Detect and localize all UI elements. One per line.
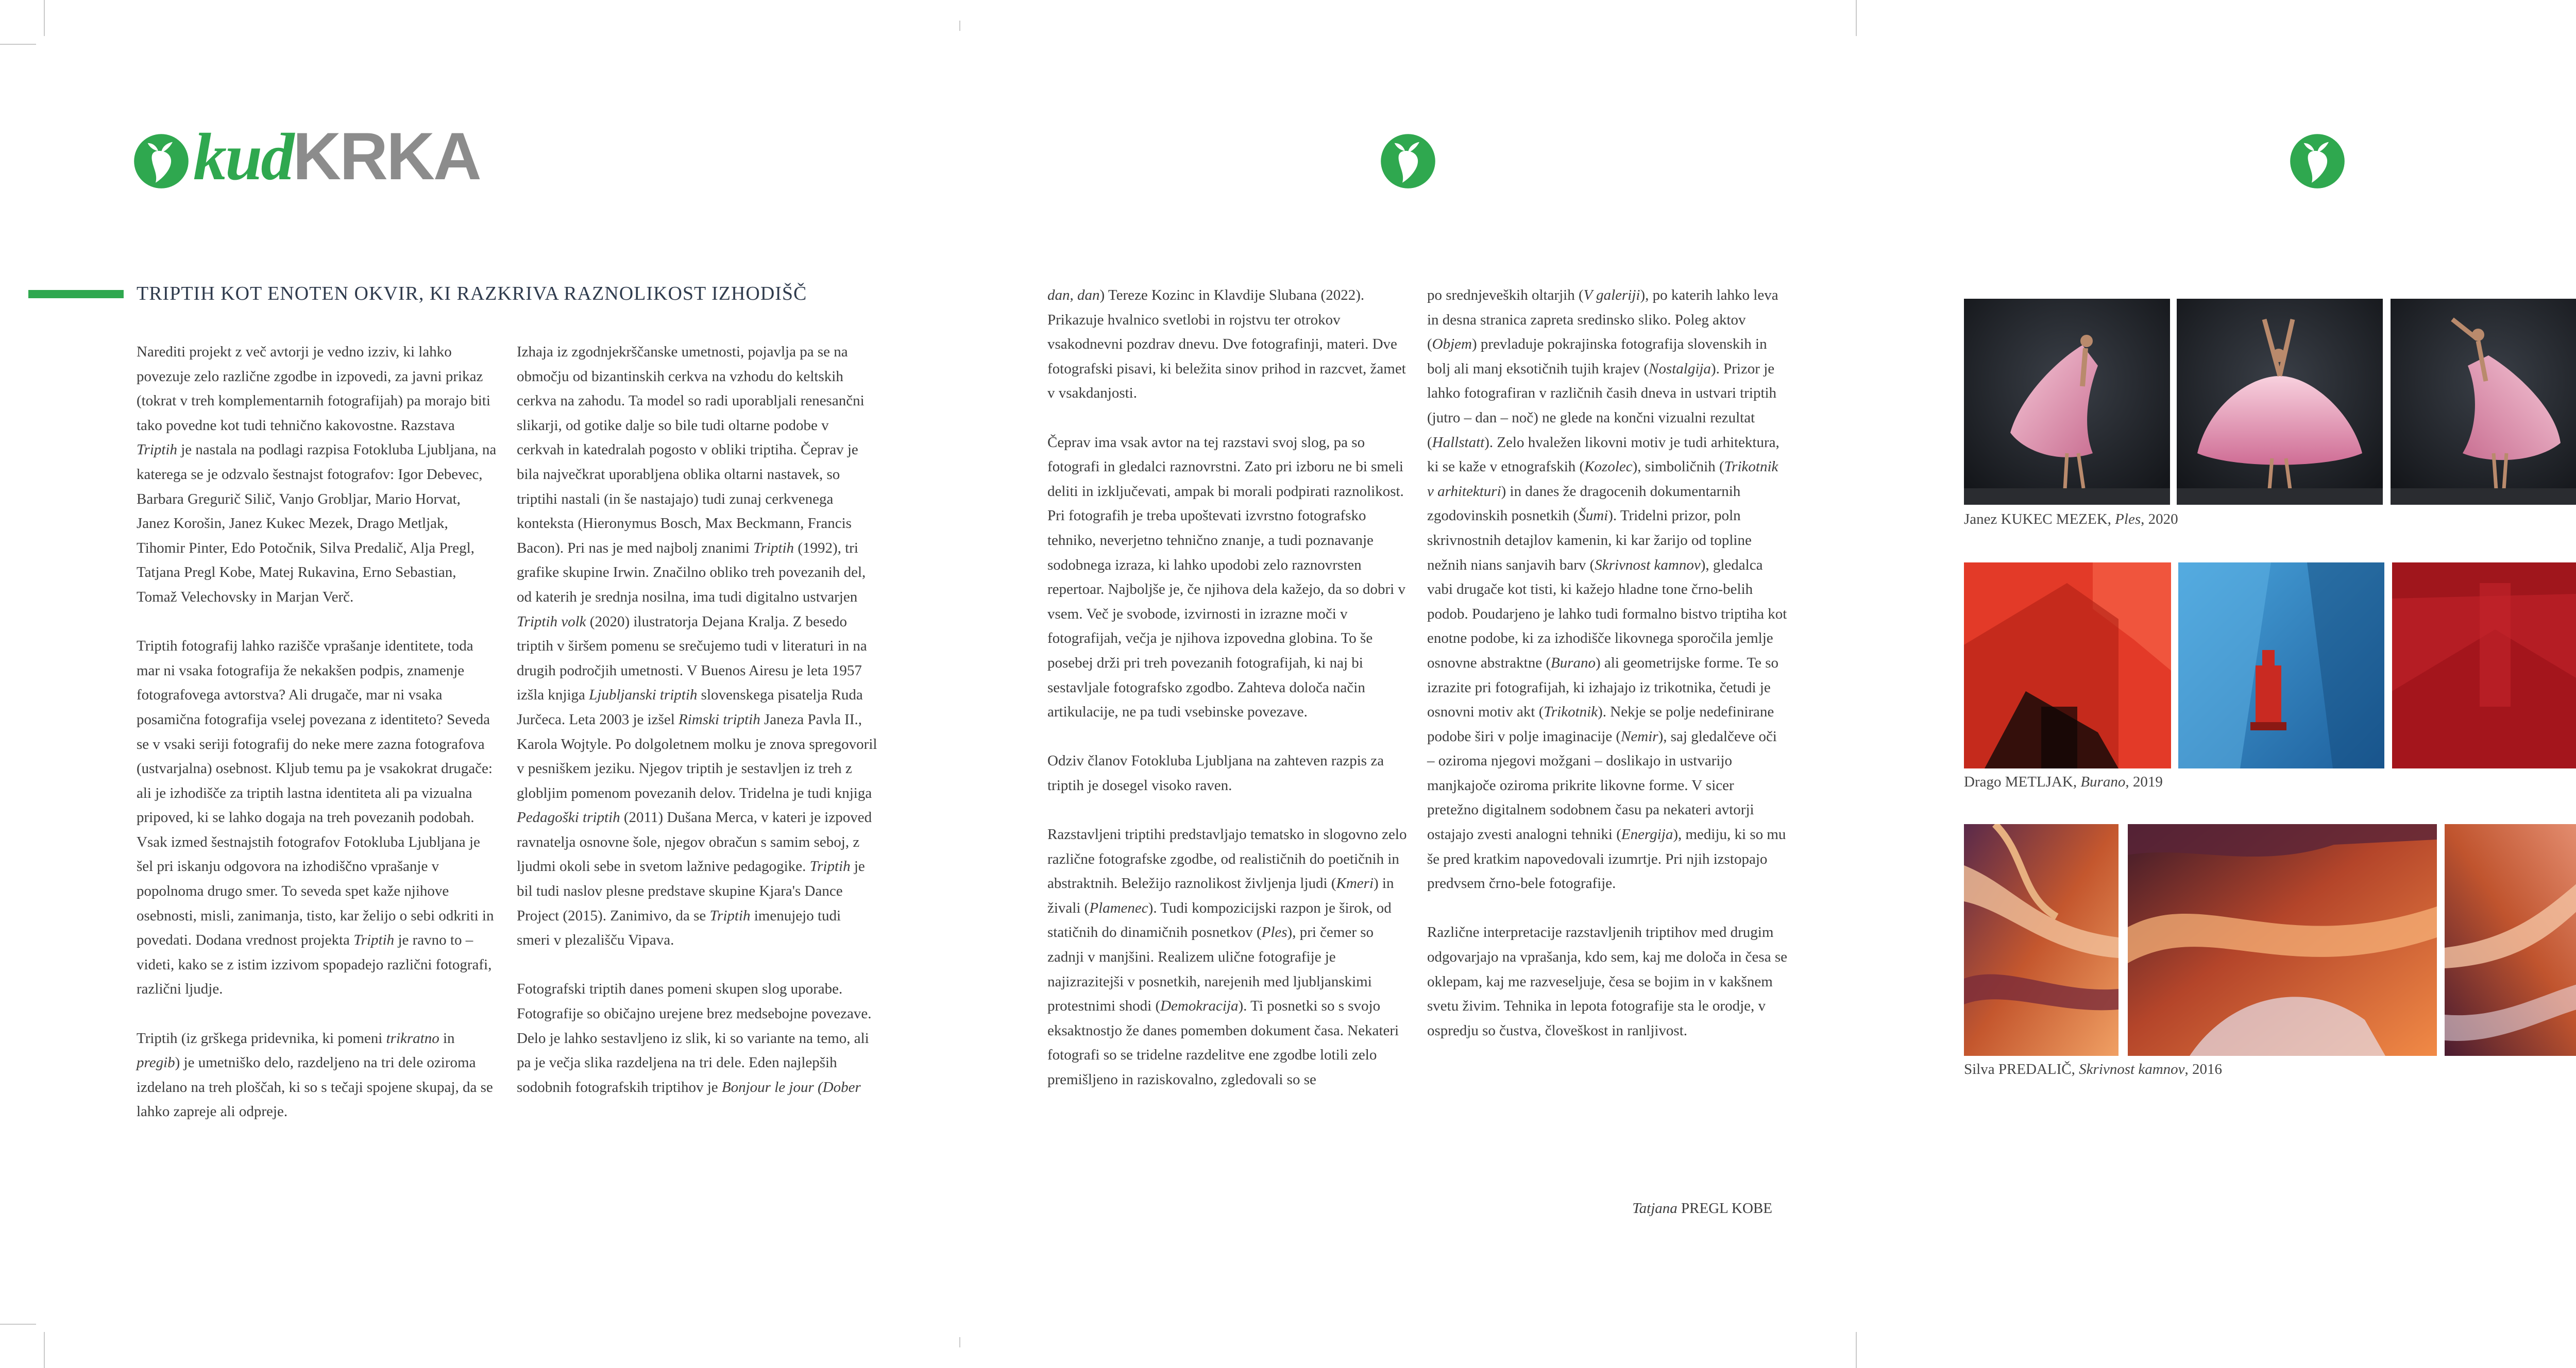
italic-text: Triptih: [709, 907, 751, 924]
text-run: Odziv članov Fotokluba Ljubljana na zahteven razpis za triptih je dosegel visoko raven.: [1047, 753, 1384, 794]
italic-text: Šumi: [1578, 507, 1608, 524]
text-run: Triptih fotografij lahko razišče vprašanje identitete, toda mar ni vsaka fotografija že nekakšen podpis, znamenje fotografovega avtorstva? Ali drugače, mar ni vsaka posamična fotografija vselej povezana z identiteto? Seveda se v vsaki seriji fotografij do neke mere zazna fotografova (ustvarjalna) osebnost. Kljub temu pa je vsakokrat drugače: ali je izhodišče za triptih lastna identiteta ali pa vizualna pripoved, ki se lahko dogaja na treh povezanih podobah. Vsak izmed šestnajstih fotografov Fotokluba Ljubljana je šel pri iskanju odgovora na izhodiščno vprašanje v popolnoma drugo smer. To seveda spet kaže njihove osebnosti, misli, zanimanja, tisto, kar želijo o sebi odkriti in povedati. Dodana vrednost projekta: [137, 638, 494, 949]
author-signature: [1427, 1196, 1772, 1221]
paragraph: [1047, 431, 1408, 725]
photo-dancer-1: [1964, 299, 2170, 505]
brand-wordmark: [193, 118, 480, 194]
paragraph: [1047, 823, 1408, 1092]
italic-text: Trikotnik v arhitekturi: [1427, 458, 1778, 500]
italic-text: trikratno: [386, 1030, 439, 1047]
signature-first-name: Tatjana: [1632, 1200, 1677, 1217]
caption-year: , 2020: [2141, 511, 2178, 527]
paragraph: [517, 977, 877, 1100]
italic-text: Ples: [1261, 924, 1287, 941]
crop-mark: [44, 0, 45, 36]
text-run: ) in živali (: [1047, 875, 1394, 916]
text-run: Čeprav ima vsak avtor na tej razstavi svoj slog, pa so fotografi in gledalci raznovrstni. Zato pri izboru ne bi smeli deliti in izključevati, ampak bi morali podpirati raznolikost. Pri fotografih je treba upoštevati izvrstno fotografsko tehniko, neverjetno tehnično znanje, a tudi poznavanje sodobnega izraza, ki lahko upodobi zelo raznovrsten repertoar. Najboljše je, če njihova dela kažejo, da so dobri v vsem. Več je svobode, izvirnosti in izrazne moči v fotografijah, večja je njihova izpovedna globina. To še posebej drži pri treh povezanih fotografijah, ki naj bi sestavljale fotografsko zgodbo. Zahteva določa način artikulacije, ne pa tudi vsebinske povezave.: [1047, 434, 1405, 721]
paragraph: [137, 340, 497, 610]
paragraph: [517, 340, 877, 953]
caption-burano: [1964, 772, 2163, 792]
logo-icon: [133, 133, 190, 192]
photo-dancer-3: [2391, 299, 2576, 505]
photo-dancer-2: [2177, 299, 2383, 505]
paragraph: [1427, 283, 1788, 896]
italic-text: Triptih: [137, 441, 177, 458]
text-run: Triptih (iz grškega pridevnika, ki pomeni: [137, 1030, 386, 1047]
caption-author: Janez KUKEC MEZEK,: [1964, 511, 2115, 527]
italic-text: Pedagoški triptih: [517, 809, 620, 826]
italic-text: pregib: [137, 1054, 175, 1071]
italic-text: Hallstatt: [1432, 434, 1485, 451]
caption-title: Burano: [2080, 774, 2126, 790]
italic-text: Objem: [1432, 336, 1472, 353]
crop-mark: [0, 44, 36, 45]
text-run: (1992), tri grafike skupine Irwin. Značilno obliko treh povezanih del, od katerih je srednja nosilna, ima tudi digitalno ustvarjen: [517, 539, 866, 605]
paragraph: [137, 1027, 497, 1124]
text-run: (2011) Dušana Merca, v kateri je izpoved ravnatelja osnovne šole, njegov obračun s samim seboj, z ljudmi okoli sebe in svetom lažnive pedagogike.: [517, 809, 872, 875]
text-run: ). Tudi kompozicijski razpon je širok, od statičnih do dinamičnih posnetkov (: [1047, 899, 1392, 941]
text-run: ), gledalca vabi drugače kot tisti, ki kažejo hladne tone črno-belih podob. Poudarjeno je lahko tudi formalno bistvo triptiha kot enotne podobe, ki za izhodišče likovnega sporočila jemlje osnovne abstraktne (: [1427, 556, 1787, 671]
logo-icon: [2289, 133, 2346, 192]
crop-mark: [0, 1324, 36, 1325]
photo-canyon-3: [2445, 824, 2576, 1056]
caption-canyon: [1964, 1059, 2222, 1080]
logo-icon: [1380, 133, 1436, 192]
crop-mark: [1856, 0, 1857, 36]
accent-bar: [28, 290, 124, 298]
italic-text: Triptih: [753, 539, 794, 556]
text-run: Fotografski triptih danes pomeni skupen slog uporabe. Fotografije so običajno urejene brez medsebojne povezave. Delo je lahko sestavljeno iz slik, ki so variante na temo, ali pa je večja slika razdeljena na tri dele. Eden najlepših sodobnih fotografskih triptihov je: [517, 981, 872, 1096]
text-run: ). Tridelni prizor, poln skrivnostnih detajlov kamenin, ki kar žarijo od topline nežnih nians sanjavih barv (: [1427, 507, 1752, 573]
italic-text: Kozolec: [1584, 458, 1633, 475]
text-column-2: [517, 340, 877, 1100]
paragraph: [137, 634, 497, 1002]
text-run: ). Zelo hvaležen likovni motiv je tudi arhitektura, ki se kaže v etnografskih (: [1427, 434, 1780, 475]
caption-dancer: [1964, 509, 2178, 529]
text-run: slovenskega pisatelja Ruda Jurčeca. Leta 2003 je izšel: [517, 687, 863, 728]
italic-text: Triptih: [809, 858, 851, 875]
text-run: po srednjeveških oltarjih (: [1427, 287, 1584, 303]
caption-author: Drago METLJAK,: [1964, 774, 2081, 790]
text-run: ) ali geometrijske forme. Te so izrazite pri fotografijah, ki izhajajo iz trikotnika, četudi je osnovni motiv akt (: [1427, 654, 1778, 721]
text-run: in: [439, 1030, 455, 1047]
italic-text: dan, dan: [1047, 287, 1100, 303]
italic-text: Skrivnost kamnov: [1595, 556, 1701, 573]
italic-text: Ljubljanski triptih: [589, 687, 698, 704]
italic-text: Nostalgija: [1649, 360, 1711, 377]
crop-mark: [44, 1332, 45, 1368]
crop-mark: [1856, 1332, 1857, 1368]
crop-mark: [959, 1337, 960, 1347]
text-run: ), mediju, ki so mu še pred kratkim napovedovali izumrtje. Pri njih izstopajo predvsem črno-bele fotografije.: [1427, 826, 1786, 892]
italic-text: Nemir: [1621, 728, 1658, 745]
text-run: ). Ti posnetki so s svojo eksaktnostjo že danes pomemben dokument časa. Nekateri fotografi so se tridelne razdelitve ene zgodbe lotili zelo premišljeno in raziskovalno, zgledovali so se: [1047, 998, 1399, 1088]
signature-last-name: PREGL KOBE: [1681, 1200, 1772, 1217]
text-run: Janeza Pavla II., Karola Wojtyle. Po dolgoletnem molku je znova spregovoril v pesniškem jeziku. Njegov triptih je sestavljen iz treh z globljim pomenom povezanih delov. Tridelna je tudi knjiga: [517, 711, 877, 801]
caption-year: , 2019: [2125, 774, 2163, 790]
text-run: ) Tereze Kozinc in Klavdije Slubana (2022). Prikazuje hvalnico svetlobi in rojstvu ter otrokov vsakodnevni pozdrav dnevu. Dve fotografinji, materi. Dve fotografski pisavi, ki beležita sinov prihod in razcvet, žamet v vsakdanjosti.: [1047, 287, 1406, 402]
text-run: je ravno to – videti, kako se z istim izzivom spopadejo različni fotografi, različni ljudje.: [137, 932, 492, 998]
text-run: Različne interpretacije razstavljenih triptihov med drugim odgovarjajo na vprašanja, kdo sem, kaj me določa in česa se oklepam, kaj me razveseljuje, česa se bojim in v kakšnem svetu živim. Tehnika in lepota fotografije sta le orodje, v ospredju so čustva, človeškost in ranljivost.: [1427, 924, 1787, 1039]
text-run: ), saj gledalčeve oči – oziroma njegovi možgani – doslikajo in ustvarijo manjkajoče oziroma prikrite likovne forme. V sicer pretežno digitalnem sodobnem času pa nekateri avtorji ostajajo zvesti analogni tehniki (: [1427, 728, 1777, 843]
italic-text: Plamenec: [1089, 899, 1148, 916]
italic-text: Kmeri: [1336, 875, 1374, 892]
text-run: ), pri čemer so zadnji v manjšini. Realizem ulične fotografije je najizrazitejši v posnetkih, narejenih med ljubljanskimi protestnimi shodi (: [1047, 924, 1374, 1015]
text-run: je nastala na podlagi razpisa Fotokluba Ljubljana, na katerega se je odzvalo šestnajst fotografov: Igor Debevec, Barbara Gregurič Silič, Vanjo Grobljar, Mario Horvat, Janez Korošin, Janez Kukec Mezek, Drago Metljak, Tihomir Pinter, Edo Potočnik, Silva Predalič, Alja Pregl, Tatjana Pregl Kobe, Matej Rukavina, Erno Sebastian, Tomaž Velechovsky in Marjan Verč.: [137, 441, 497, 605]
text-run: ) prevladuje pokrajinska fotografija slovenskih in bolj ali manj eksotičnih tujih krajev (: [1427, 336, 1767, 377]
photo-canyon-2: [2128, 824, 2437, 1056]
brand-name-krka: KRKA: [293, 118, 480, 194]
text-run: ). Prizor je lahko fotografiran v različnih časih dneva in ustvari triptih (jutro – dan – noč) ne glede na končni vizualni rezultat (: [1427, 360, 1777, 451]
text-run: ). Nekje se polje nedefinirane podobe širi v polje imaginacije (: [1427, 704, 1774, 745]
text-run: imenujejo tudi smeri v plezališču Vipava.: [517, 907, 841, 949]
text-run: Narediti projekt z več avtorji je vedno izziv, ki lahko povezuje zelo različne zgodbe in izpovedi, za javni prikaz (tokrat v treh komplementarnih fotografijah) pa morajo biti tako povedne kot tudi tehnično kakovostne. Razstava: [137, 344, 490, 434]
text-column-3: [1047, 283, 1408, 1092]
photo-burano-1: [1964, 562, 2171, 768]
italic-text: Burano: [1551, 654, 1596, 671]
text-run: ) je umetniško delo, razdeljeno na tri dele oziroma izdelano na treh ploščah, ki so s tečaji spojene skupaj, da se lahko zapreje ali odpreje.: [137, 1054, 493, 1120]
photo-burano-3: [2392, 562, 2576, 768]
photo-burano-2: [2178, 562, 2384, 768]
text-run: je bil tudi naslov plesne predstave skupine Kjara's Dance Project (2015). Zanimivo, da se: [517, 858, 865, 924]
text-column-1: [137, 340, 497, 1124]
text-column-4: [1427, 283, 1788, 1043]
italic-text: Triptih volk: [517, 613, 586, 630]
italic-text: Triptih: [353, 932, 395, 949]
italic-text: Rimski triptih: [679, 711, 760, 728]
italic-text: Trikotnik: [1544, 704, 1598, 721]
italic-text: V galeriji: [1583, 287, 1640, 303]
italic-text: Energija: [1621, 826, 1673, 843]
caption-year: , 2016: [2184, 1061, 2223, 1078]
caption-title: Skrivnost kamnov: [2079, 1061, 2185, 1078]
paragraph: [1047, 283, 1408, 406]
italic-text: Demokracija: [1160, 998, 1239, 1015]
text-run: ), po katerih lahko leva in desna stranica zapreta sredinsko sliko. Poleg aktov (: [1427, 287, 1778, 353]
page-title: TRIPTIH KOT ENOTEN OKVIR, KI RAZKRIVA RAZNOLIKOST IZHODIŠČ: [137, 283, 807, 304]
text-run: Razstavljeni triptihi predstavljajo tematsko in slogovno zelo različne fotografske zgodbe, od realističnih do poetičnih in abstraktnih. Beležijo raznolikost življenja ljudi (: [1047, 826, 1407, 892]
caption-author: Silva PREDALIČ,: [1964, 1061, 2079, 1078]
photo-canyon-1: [1964, 824, 2119, 1056]
text-run: Izhaja iz zgodnjekrščanske umetnosti, pojavlja pa se na območju od bizantinskih cerkva na vzhodu do keltskih cerkva na zahodu. Ta model so radi uporabljali renesančni slikarji, od gotike dalje so bile tudi oltarne podobe v cerkvah in katedralah pogosto v obliki triptiha. Čeprav je bila največkrat uporabljena oblika oltarni nastavek, so triptihi nastali (in še nastajajo) tudi zunaj cerkvenega konteksta (Hieronymus Bosch, Max Beckmann, Francis Bacon). Pri nas je med najbolj znanimi: [517, 344, 865, 556]
text-run: ) in danes že dragocenih dokumentarnih zgodovinskih posnetkih (: [1427, 483, 1741, 524]
paragraph: [1427, 920, 1788, 1043]
text-run: (2020) ilustratorja Dejana Kralja. Z besedo triptih v širšem pomenu se srečujemo tudi v literaturi in na drugih področjih umetnosti. V Buenos Airesu je leta 1957 izšla knjiga: [517, 613, 867, 704]
text-run: ), simboličnih (: [1632, 458, 1724, 475]
italic-text: Bonjour le jour (Dober: [721, 1079, 861, 1096]
brand-name-kud: kud: [193, 120, 293, 194]
caption-title: Ples: [2115, 511, 2141, 527]
paragraph: [1047, 749, 1408, 798]
crop-mark: [959, 21, 960, 31]
